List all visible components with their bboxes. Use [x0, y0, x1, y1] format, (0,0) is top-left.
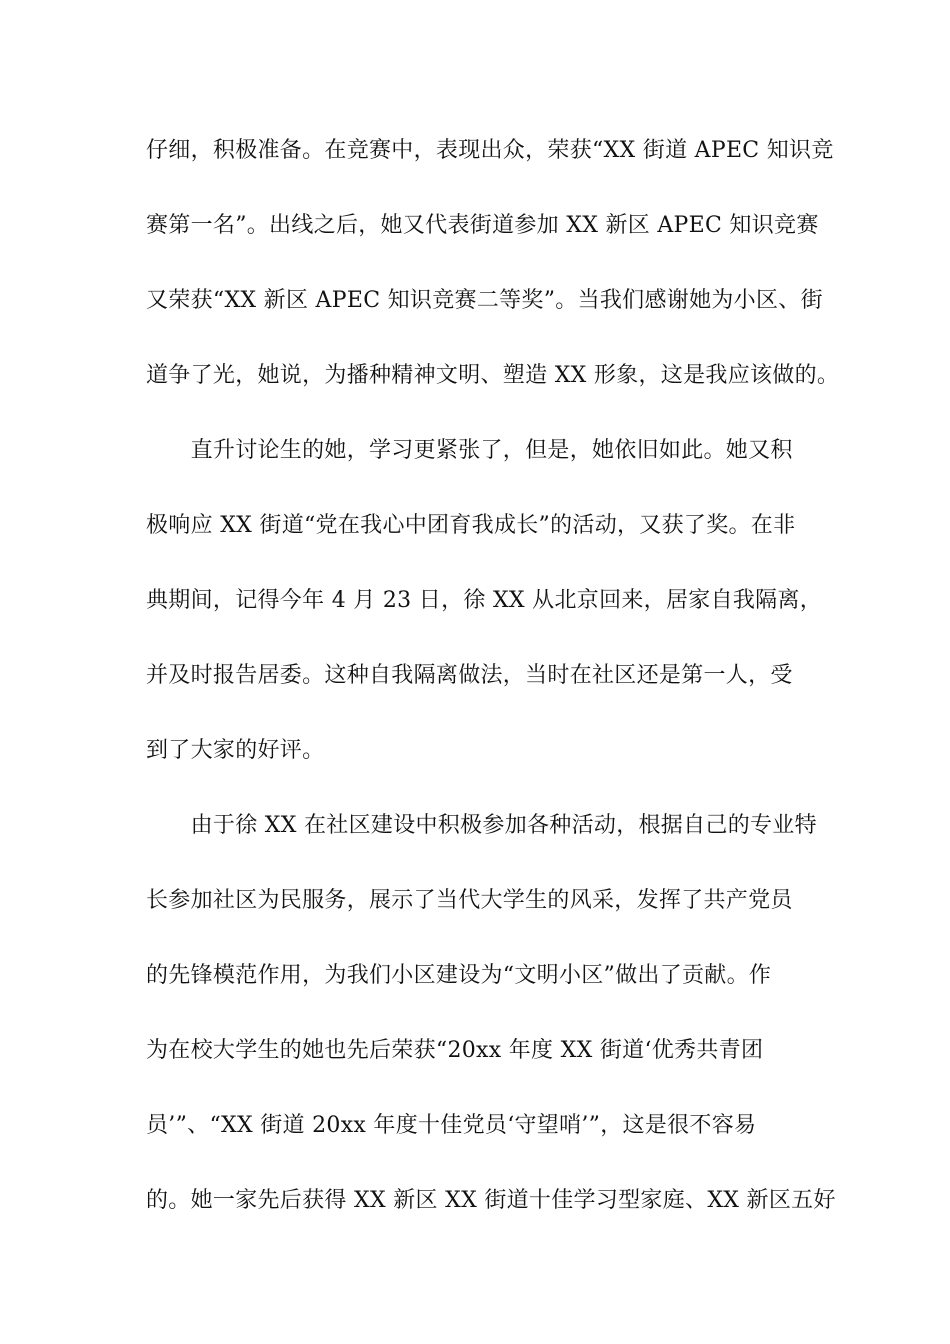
text-line: 极响应 XX 街道“党在我心中团育我成长”的活动，又获了奖。在非 [146, 513, 796, 538]
text-line: 赛第一名”。出线之后，她又代表街道参加 XX 新区 APEC 知识竞赛 [146, 213, 819, 238]
text-line: 由于徐 XX 在社区建设中积极参加各种活动，根据自己的专业特 [146, 813, 817, 838]
text-line: 为在校大学生的她也先后荣获“20xx 年度 XX 街道‘优秀共青团 [146, 1038, 764, 1063]
text-line: 道争了光，她说，为播种精神文明、塑造 XX 形象，这是我应该做的。 [146, 363, 840, 388]
text-line: 到了大家的好评。 [146, 738, 325, 763]
text-line: 并及时报告居委。这种自我隔离做法，当时在社区还是第一人，受 [146, 663, 793, 688]
body-text [146, 127, 840, 1252]
text-line: 长参加社区为民服务，展示了当代大学生的风采，发挥了共产党员 [146, 888, 793, 913]
text-line: 的。她一家先后获得 XX 新区 XX 街道十佳学习型家庭、XX 新区五好 [146, 1188, 836, 1213]
text-line: 又荣获“XX 新区 APEC 知识竞赛二等奖”。当我们感谢她为小区、街 [146, 288, 823, 313]
text-line: 员’”、“XX 街道 20xx 年度十佳党员‘守望哨’”，这是很不容易 [146, 1113, 757, 1138]
text-line: 的先锋模范作用，为我们小区建设为“文明小区”做出了贡献。作 [146, 963, 772, 988]
text-line: 典期间，记得今年 4 月 23 日，徐 XX 从北京回来，居家自我隔离， [146, 588, 823, 613]
text-line: 直升讨论生的她，学习更紧张了，但是，她依旧如此。她又积 [146, 438, 793, 463]
text-line: 仔细，积极准备。在竞赛中，表现出众，荣获“XX 街道 APEC 知识竞 [146, 138, 834, 163]
